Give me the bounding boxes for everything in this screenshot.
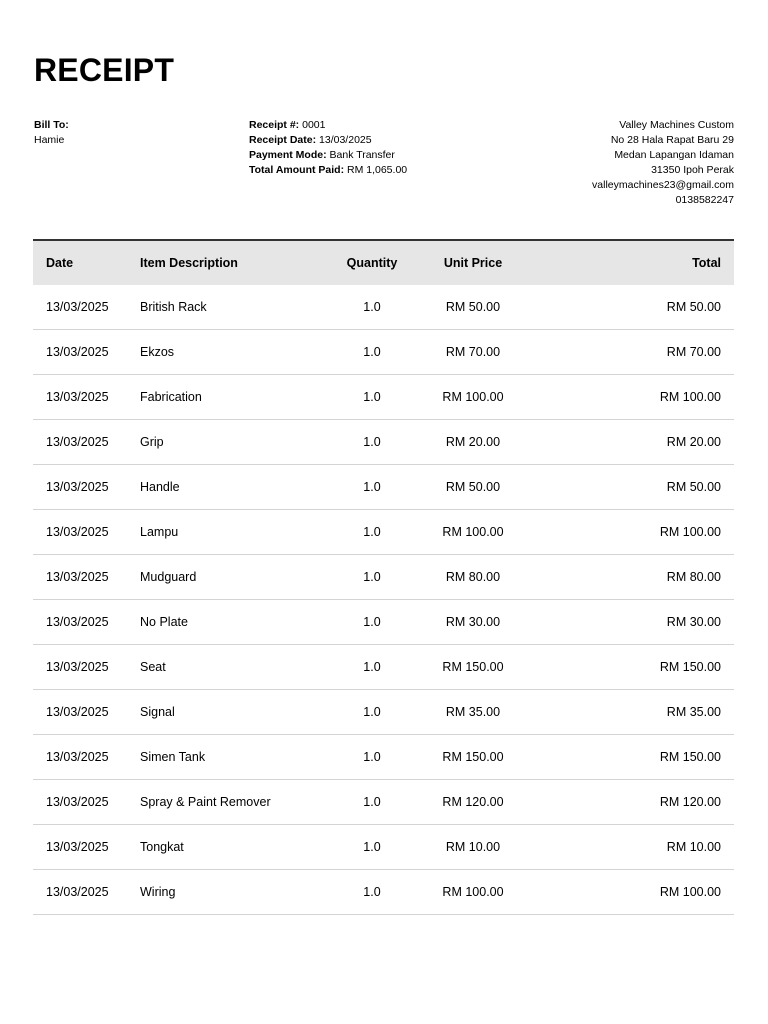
header-unit-price: Unit Price xyxy=(443,255,503,270)
cell-date: 13/03/2025 xyxy=(33,375,127,420)
cell-total: RM 10.00 xyxy=(531,825,734,870)
receipt-date-value: 13/03/2025 xyxy=(319,134,372,146)
cell-description: Tongkat xyxy=(127,825,329,870)
table-row xyxy=(33,645,734,690)
company-name: Valley Machines Custom xyxy=(619,119,734,131)
payment-mode-value: Bank Transfer xyxy=(329,149,395,161)
cell-total: RM 30.00 xyxy=(531,600,734,645)
cell-description: Handle xyxy=(127,465,329,510)
cell-unit-price: RM 35.00 xyxy=(415,690,531,735)
table-row xyxy=(33,735,734,780)
cell-total: RM 35.00 xyxy=(531,690,734,735)
receipt-meta-block xyxy=(249,118,509,178)
cell-quantity: 1.0 xyxy=(329,735,415,780)
cell-date: 13/03/2025 xyxy=(33,330,127,375)
cell-date: 13/03/2025 xyxy=(33,465,127,510)
bill-to-name: Hamie xyxy=(34,134,65,146)
cell-quantity: 1.0 xyxy=(329,780,415,825)
cell-date: 13/03/2025 xyxy=(33,600,127,645)
cell-quantity: 1.0 xyxy=(329,645,415,690)
cell-unit-price: RM 150.00 xyxy=(415,645,531,690)
total-paid-label: Total Amount Paid: xyxy=(249,164,345,176)
cell-total: RM 50.00 xyxy=(531,285,734,330)
cell-date: 13/03/2025 xyxy=(33,555,127,600)
table-row xyxy=(33,465,734,510)
cell-unit-price: RM 20.00 xyxy=(415,420,531,465)
cell-total: RM 20.00 xyxy=(531,420,734,465)
company-address-line3: 31350 Ipoh Perak xyxy=(651,164,734,176)
payment-mode-row xyxy=(249,148,509,163)
header-quantity: Quantity xyxy=(346,255,398,270)
table-row xyxy=(33,780,734,825)
cell-date: 13/03/2025 xyxy=(33,285,127,330)
items-table xyxy=(33,239,734,915)
cell-total: RM 80.00 xyxy=(531,555,734,600)
cell-date: 13/03/2025 xyxy=(33,825,127,870)
cell-date: 13/03/2025 xyxy=(33,870,127,915)
cell-quantity: 1.0 xyxy=(329,600,415,645)
cell-unit-price: RM 100.00 xyxy=(415,375,531,420)
table-row xyxy=(33,330,734,375)
cell-total: RM 100.00 xyxy=(531,510,734,555)
company-block xyxy=(474,118,734,208)
page-title: RECEIPT xyxy=(34,52,175,88)
cell-quantity: 1.0 xyxy=(329,690,415,735)
cell-quantity: 1.0 xyxy=(329,465,415,510)
table-row xyxy=(33,375,734,420)
cell-date: 13/03/2025 xyxy=(33,645,127,690)
receipt-number-value: 0001 xyxy=(302,119,326,131)
cell-quantity: 1.0 xyxy=(329,825,415,870)
table-row xyxy=(33,825,734,870)
total-paid-value: RM 1,065.00 xyxy=(347,164,408,176)
table-row xyxy=(33,600,734,645)
cell-total: RM 100.00 xyxy=(531,375,734,420)
cell-date: 13/03/2025 xyxy=(33,780,127,825)
cell-unit-price: RM 50.00 xyxy=(415,285,531,330)
bill-to-label: Bill To: xyxy=(34,119,69,131)
cell-quantity: 1.0 xyxy=(329,420,415,465)
cell-total: RM 100.00 xyxy=(531,870,734,915)
company-phone: 0138582247 xyxy=(675,194,734,206)
items-table-body xyxy=(33,285,734,915)
table-row xyxy=(33,690,734,735)
cell-total: RM 50.00 xyxy=(531,465,734,510)
cell-description: Wiring xyxy=(127,870,329,915)
cell-unit-price: RM 150.00 xyxy=(415,735,531,780)
table-row xyxy=(33,870,734,915)
cell-date: 13/03/2025 xyxy=(33,510,127,555)
items-table-header xyxy=(33,240,734,285)
cell-description: Signal xyxy=(127,690,329,735)
cell-unit-price: RM 30.00 xyxy=(415,600,531,645)
cell-quantity: 1.0 xyxy=(329,510,415,555)
cell-unit-price: RM 100.00 xyxy=(415,510,531,555)
cell-total: RM 70.00 xyxy=(531,330,734,375)
total-paid-row xyxy=(249,163,509,178)
cell-quantity: 1.0 xyxy=(329,330,415,375)
cell-date: 13/03/2025 xyxy=(33,690,127,735)
cell-description: Ekzos xyxy=(127,330,329,375)
company-address-line1: No 28 Hala Rapat Baru 29 xyxy=(610,134,734,146)
cell-description: Seat xyxy=(127,645,329,690)
cell-description: Lampu xyxy=(127,510,329,555)
cell-quantity: 1.0 xyxy=(329,285,415,330)
header-row xyxy=(33,240,734,285)
cell-unit-price: RM 120.00 xyxy=(415,780,531,825)
receipt-date-label: Receipt Date: xyxy=(249,134,317,146)
receipt-number-row xyxy=(249,118,509,133)
cell-unit-price: RM 80.00 xyxy=(415,555,531,600)
cell-quantity: 1.0 xyxy=(329,870,415,915)
cell-unit-price: RM 70.00 xyxy=(415,330,531,375)
cell-description: Spray & Paint Remover xyxy=(127,780,329,825)
table-row xyxy=(33,555,734,600)
cell-description: No Plate xyxy=(127,600,329,645)
header-date: Date xyxy=(46,255,74,270)
header-total: Total xyxy=(692,255,721,270)
company-address-line2: Medan Lapangan Idaman xyxy=(614,149,734,161)
cell-unit-price: RM 100.00 xyxy=(415,870,531,915)
cell-total: RM 150.00 xyxy=(531,735,734,780)
cell-date: 13/03/2025 xyxy=(33,420,127,465)
cell-description: Grip xyxy=(127,420,329,465)
header-description: Item Description xyxy=(140,255,238,270)
table-row xyxy=(33,420,734,465)
table-row xyxy=(33,285,734,330)
company-email: valleymachines23@gmail.com xyxy=(592,179,734,191)
cell-unit-price: RM 10.00 xyxy=(415,825,531,870)
table-row xyxy=(33,510,734,555)
cell-description: Simen Tank xyxy=(127,735,329,780)
cell-description: British Rack xyxy=(127,285,329,330)
bill-to-block xyxy=(34,118,234,148)
cell-quantity: 1.0 xyxy=(329,555,415,600)
cell-quantity: 1.0 xyxy=(329,375,415,420)
cell-description: Mudguard xyxy=(127,555,329,600)
receipt-date-row xyxy=(249,133,509,148)
cell-date: 13/03/2025 xyxy=(33,735,127,780)
cell-description: Fabrication xyxy=(127,375,329,420)
cell-total: RM 150.00 xyxy=(531,645,734,690)
payment-mode-label: Payment Mode: xyxy=(249,149,327,161)
cell-unit-price: RM 50.00 xyxy=(415,465,531,510)
cell-total: RM 120.00 xyxy=(531,780,734,825)
receipt-number-label: Receipt #: xyxy=(249,119,300,131)
